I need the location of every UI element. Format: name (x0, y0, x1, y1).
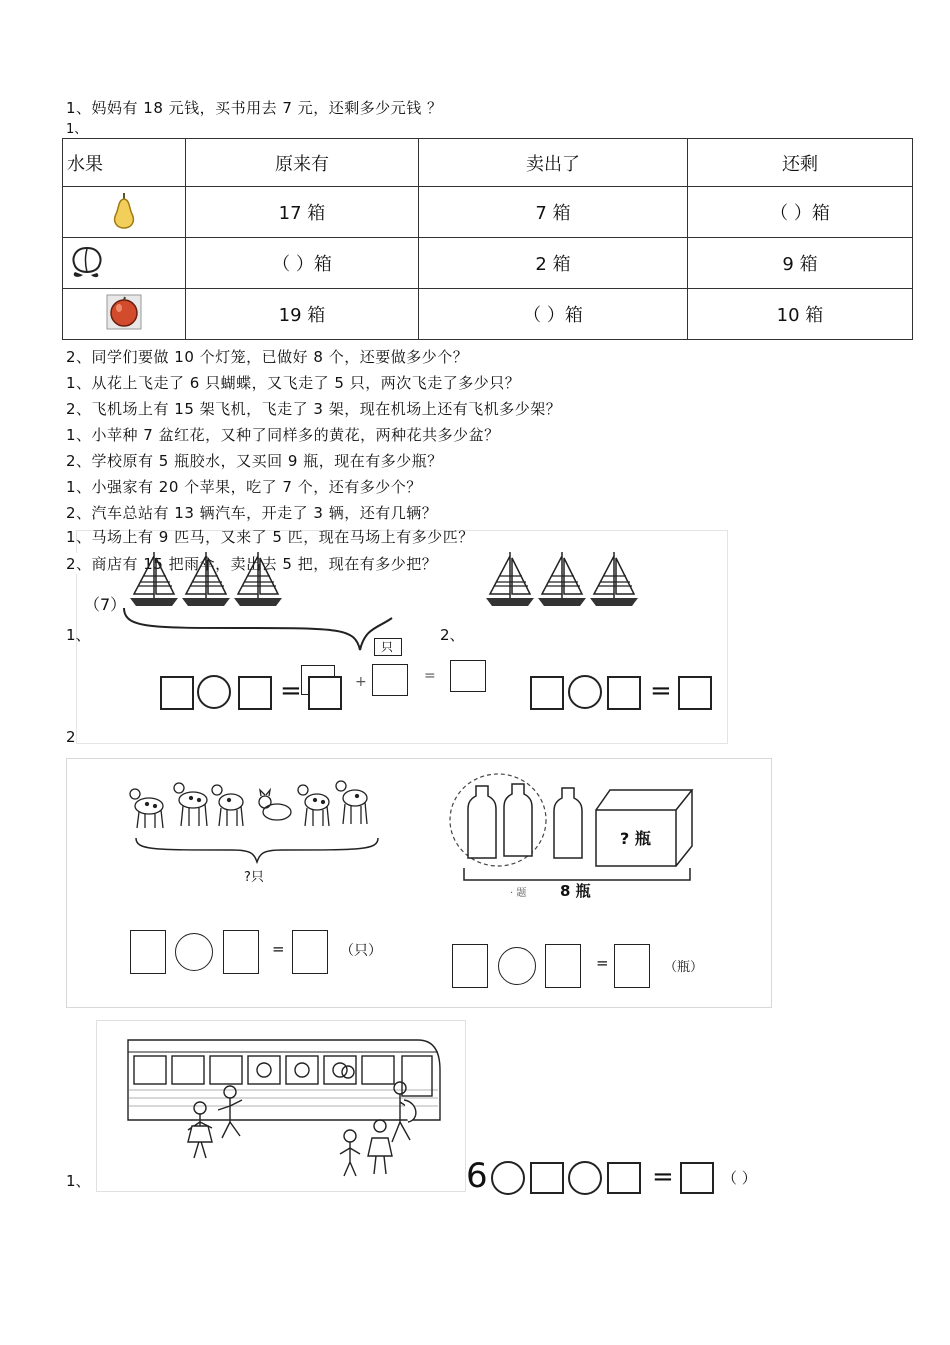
left-cell: （ ）箱 (688, 187, 913, 238)
answer-box[interactable] (238, 676, 272, 710)
fruit-cell (63, 238, 186, 289)
answer-box[interactable] (607, 676, 641, 710)
answer-box[interactable] (452, 944, 488, 988)
table-row (63, 187, 913, 238)
header-sold: 卖出了 (419, 139, 688, 187)
small-equals-sign: = (424, 668, 436, 684)
child-icon (340, 1130, 360, 1176)
answer-box[interactable] (545, 944, 581, 988)
table-question-number: 1、 (66, 122, 88, 137)
brace-icon (132, 836, 382, 866)
sailboat-icon (182, 552, 230, 606)
bus-unit: （ ） (722, 1169, 757, 1187)
answer-box[interactable] (130, 930, 166, 974)
child-icon (188, 1102, 212, 1158)
box-question-label: ? 瓶 (620, 829, 651, 848)
had-cell: （ ）箱 (186, 238, 419, 289)
small-plus-sign: + (355, 674, 367, 690)
deer-question-label: ?只 (244, 870, 264, 885)
bottles-total-label: 8 瓶 (560, 882, 591, 900)
boats-item-2: 2、 (440, 626, 465, 644)
brace-icon (120, 606, 400, 656)
small-answer-box[interactable] (450, 660, 486, 692)
deer-unit: （只） (340, 943, 382, 959)
answer-box[interactable] (614, 944, 650, 988)
equals-sign: = (650, 676, 672, 706)
equals-sign: = (280, 676, 302, 706)
fruit-table (62, 138, 913, 340)
boats-label-7: （7） (84, 595, 127, 614)
answer-box[interactable] (160, 676, 194, 710)
answer-box[interactable] (223, 930, 259, 974)
bus-start-number: 6 (466, 1156, 488, 1196)
bottle-icon (554, 788, 582, 858)
answer-box[interactable] (530, 676, 564, 710)
question-glue: 2、学校原有 5 瓶胶水，又买回 9 瓶，现在有多少瓶？ (66, 452, 443, 470)
child-icon (392, 1082, 416, 1142)
sold-cell: 2 箱 (419, 238, 688, 289)
operator-circle[interactable] (568, 1161, 602, 1195)
header-had: 原来有 (186, 139, 419, 187)
answer-box[interactable] (678, 676, 712, 710)
deer-icon (130, 789, 163, 828)
question-label: 只 (381, 640, 394, 654)
apple-icon (106, 294, 142, 330)
operator-circle[interactable] (498, 947, 536, 985)
sold-cell: （ ）箱 (419, 289, 688, 340)
header-left: 还剩 (688, 139, 913, 187)
operator-circle[interactable] (175, 933, 213, 971)
deer-icon (174, 783, 207, 826)
sailboats-group-right (484, 548, 644, 612)
boats-item-1: 1、 (66, 626, 91, 644)
fruit-cell (63, 187, 186, 238)
child-icon (218, 1086, 242, 1138)
bottle-icon (468, 786, 496, 858)
small-answer-box[interactable] (372, 664, 408, 696)
bus-item-number: 1、 (66, 1172, 91, 1190)
answer-box[interactable] (292, 930, 328, 974)
bus-scene-icon (118, 1030, 448, 1180)
cat-icon (259, 790, 291, 820)
answer-box[interactable] (680, 1162, 714, 1194)
table-header-row (63, 139, 913, 187)
equals-sign: = (272, 940, 285, 958)
question-lanterns: 2、同学们要做 10 个灯笼，已做好 8 个，还要做多少个？ (66, 348, 469, 366)
sailboat-icon (486, 552, 534, 606)
table-row (63, 289, 913, 340)
pear-icon (109, 190, 139, 230)
bottles-unit: （瓶） (664, 960, 704, 975)
had-cell: 17 箱 (186, 187, 419, 238)
equals-sign: = (652, 1162, 674, 1192)
label-box (374, 638, 402, 656)
question-apples: 1、小强家有 20 个苹果，吃了 7 个，还有多少个？ (66, 478, 422, 496)
question-planes: 2、飞机场上有 15 架飞机，飞走了 3 架，现在机场上还有飞机多少架？ (66, 400, 562, 418)
bottles-group-icon (448, 770, 698, 880)
left-cell: 9 箱 (688, 238, 913, 289)
answer-box[interactable] (308, 676, 342, 710)
operator-circle[interactable] (568, 675, 602, 709)
deer-icon (336, 781, 367, 824)
equals-sign: = (596, 954, 609, 972)
deer-icon (298, 785, 329, 826)
operator-circle[interactable] (197, 675, 231, 709)
sailboat-icon (234, 552, 282, 606)
sailboat-icon (538, 552, 586, 606)
had-cell: 19 箱 (186, 289, 419, 340)
deer-icon (212, 785, 243, 826)
section-2-label: 2 (66, 728, 76, 746)
operator-circle[interactable] (491, 1161, 525, 1195)
answer-box[interactable] (530, 1162, 564, 1194)
sailboat-icon (590, 552, 638, 606)
question-butterflies: 1、从花上飞走了 6 只蝴蝶，又飞走了 5 只，两次飞走了多少只？ (66, 374, 521, 392)
bottle-icon (504, 784, 532, 856)
sold-cell: 7 箱 (419, 187, 688, 238)
answer-box[interactable] (607, 1162, 641, 1194)
left-cell: 10 箱 (688, 289, 913, 340)
question-horses: 1、马场上有 9 匹马，又来了 5 匹，现在马场上有多少匹？ (66, 528, 474, 546)
deer-group-icon (125, 772, 375, 834)
question-flowers: 1、小苹种 7 盆红花，又种了同样多的黄花，两种花共多少盆？ (66, 426, 500, 444)
bottles-dot: · 题 (510, 888, 527, 899)
question-umbrellas: 2、商店有 15 把雨伞，卖出去 5 把，现在有多少把？ (66, 555, 438, 573)
child-icon (368, 1120, 392, 1174)
header-fruit: 水果 (63, 139, 186, 187)
sailboat-icon (130, 552, 178, 606)
question-buses: 2、汽车总站有 13 辆汽车，开走了 3 辆，还有几辆？ (66, 504, 438, 522)
fruit-cell (63, 289, 186, 340)
question-money: 1、妈妈有 18 元钱，买书用去 7 元，还剩多少元钱 ？ (66, 99, 443, 117)
table-row (63, 238, 913, 289)
sailboats-group-left (128, 548, 288, 612)
peach-icon (67, 242, 107, 280)
